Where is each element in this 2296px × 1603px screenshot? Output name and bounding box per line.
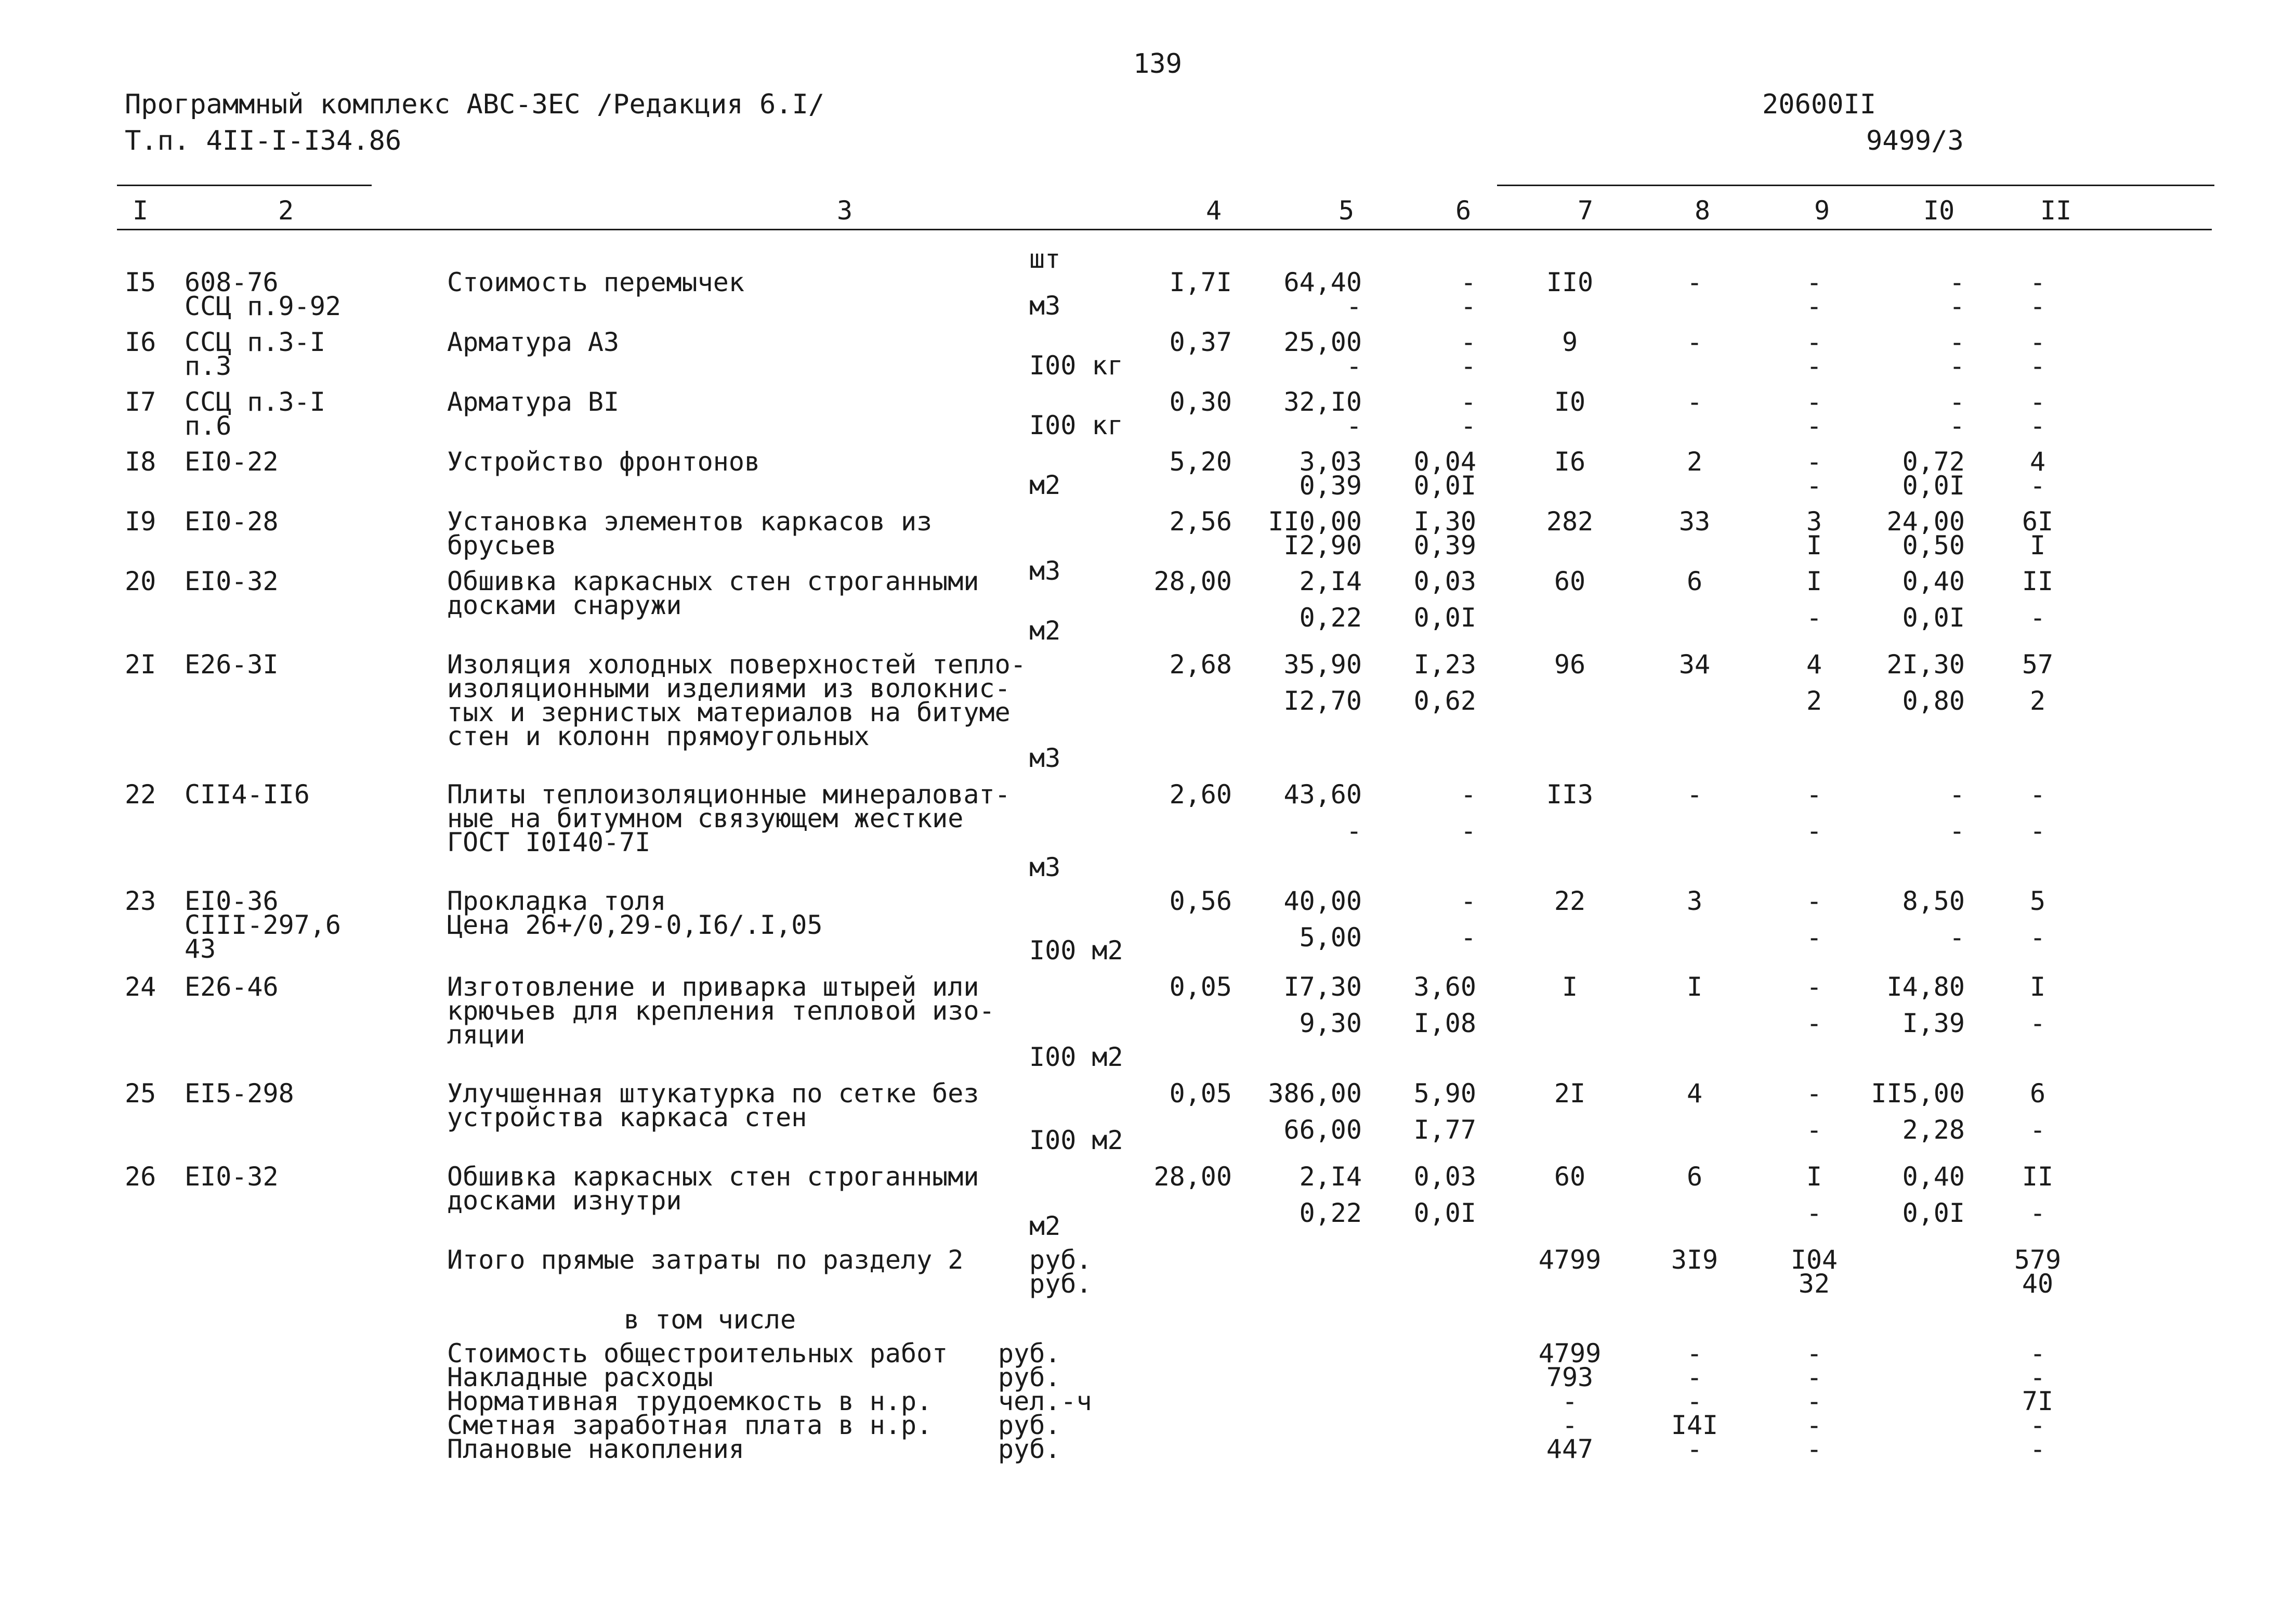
cell-col5: I7,30 [1283, 972, 1362, 1002]
row-name: Изоляция холодных поверхностей тепло- [447, 649, 1026, 680]
row-unit: м3 [1029, 852, 1061, 882]
cell-col6: 0,39 [1413, 530, 1476, 561]
cell-col11: - [2029, 387, 2046, 417]
row-name: ГОСТ I0I40-7I [447, 827, 651, 857]
breakdown-col11: - [2029, 1362, 2046, 1392]
row-unit: шт [1029, 244, 1061, 274]
row-code: ЕI5-298 [185, 1078, 294, 1109]
cell-col9: I [1806, 1162, 1822, 1192]
column-number: I0 [1923, 196, 1955, 226]
cell-col11: II [2022, 566, 2054, 596]
cell-col10: - [1949, 327, 1965, 357]
cell-col10: 8,50 [1902, 886, 1965, 916]
breakdown-col7: - [1562, 1386, 1578, 1416]
cell-col9: I [1806, 566, 1822, 596]
cell-col7: 282 [1546, 506, 1594, 537]
breakdown-label: Нормативная трудоемкость в н.р. [447, 1386, 933, 1416]
cell-col6: I,08 [1413, 1008, 1476, 1038]
cell-col7: I6 [1554, 447, 1586, 477]
column-number: 5 [1339, 196, 1355, 226]
breakdown-col8: - [1686, 1434, 1703, 1464]
cell-col6: - [1460, 327, 1476, 357]
cell-col10: 0,50 [1902, 530, 1965, 561]
breakdown-label: Стоимость общестроительных работ [447, 1338, 948, 1369]
cell-col7: 96 [1554, 649, 1586, 680]
breakdown-col9: - [1806, 1362, 1822, 1392]
cell-col7: 2I [1554, 1078, 1586, 1109]
document-code: 20600II [1762, 89, 1877, 120]
row-name: Устройство фронтонов [447, 447, 760, 477]
cell-col4: 5,20 [1169, 447, 1232, 477]
cell-col9: - [1806, 411, 1822, 441]
row-code: Е26-46 [185, 972, 279, 1002]
row-name: досками снаружи [447, 590, 682, 620]
total-col11: 40 [2022, 1269, 2054, 1299]
cell-col7: 22 [1554, 886, 1586, 916]
cell-col10: II5,00 [1871, 1078, 1965, 1109]
cell-col9: I [1806, 530, 1822, 561]
cell-col8: - [1686, 267, 1703, 297]
cell-col6: - [1460, 886, 1476, 916]
cell-col5: 2,I4 [1299, 566, 1362, 596]
cell-col5: 2,I4 [1299, 1162, 1362, 1192]
cell-col10: 0,72 [1902, 447, 1965, 477]
row-unit: м2 [1029, 1211, 1061, 1241]
cell-col11: - [2029, 267, 2046, 297]
cell-col10: 24,00 [1886, 506, 1965, 537]
cell-col6: - [1460, 387, 1476, 417]
cell-col9: - [1806, 922, 1822, 953]
cell-col5: 0,39 [1299, 471, 1362, 501]
row-unit: I00 кг [1029, 410, 1123, 440]
cell-col6: I,23 [1413, 649, 1476, 680]
cell-col10: - [1949, 387, 1965, 417]
cell-col10: - [1949, 411, 1965, 441]
cell-col11: 2 [2029, 686, 2046, 716]
row-code: СIII-297,6 [185, 910, 342, 940]
tp-line: Т.п. 4II-I-I34.86 [125, 125, 402, 157]
cell-col5: 9,30 [1299, 1008, 1362, 1038]
cell-col7: II3 [1546, 779, 1594, 810]
cell-col5: - [1346, 816, 1362, 846]
cell-col5: 40,00 [1283, 886, 1362, 916]
breakdown-col9: - [1806, 1434, 1822, 1464]
row-number: I9 [125, 506, 156, 537]
breakdown-col7: - [1562, 1410, 1578, 1440]
row-code: Е26-3I [185, 649, 279, 680]
cell-col6: 3,60 [1413, 972, 1476, 1002]
row-code: ССЦ п.9-92 [185, 291, 342, 321]
row-unit: I00 м2 [1029, 1125, 1123, 1155]
cell-col6: 0,0I [1413, 471, 1476, 501]
cell-col7: I [1562, 972, 1578, 1002]
cell-col10: 0,80 [1902, 686, 1965, 716]
total-col9: I04 [1790, 1245, 1838, 1275]
row-number: 22 [125, 779, 156, 810]
column-number: 4 [1206, 196, 1222, 226]
breakdown-col11: - [2029, 1410, 2046, 1440]
cell-col8: 4 [1686, 1078, 1703, 1109]
row-code: ЕI0-32 [185, 566, 279, 596]
breakdown-unit: руб. [998, 1410, 1061, 1440]
cell-col10: - [1949, 267, 1965, 297]
total-col7: 4799 [1538, 1245, 1602, 1275]
cell-col6: - [1460, 267, 1476, 297]
cell-col6: - [1460, 411, 1476, 441]
cell-col4: 2,60 [1169, 779, 1232, 810]
cell-col11: - [2029, 351, 2046, 381]
cell-col5: 25,00 [1283, 327, 1362, 357]
cell-col5: II0,00 [1268, 506, 1362, 537]
row-name: Установка элементов каркасов из [447, 506, 933, 537]
cell-col11: - [2029, 1115, 2046, 1145]
cell-col11: - [2029, 922, 2046, 953]
row-number: 23 [125, 886, 156, 916]
breakdown-label: Накладные расходы [447, 1362, 713, 1392]
row-code: ССЦ п.3-I [185, 327, 325, 357]
cell-col6: 0,0I [1413, 603, 1476, 633]
cell-col9: - [1806, 267, 1822, 297]
cell-col9: 4 [1806, 649, 1822, 680]
cell-col5: 386,00 [1268, 1078, 1362, 1109]
cell-col11: - [2029, 603, 2046, 633]
cell-col10: I,39 [1902, 1008, 1965, 1038]
breakdown-col8: - [1686, 1362, 1703, 1392]
row-name: устройства каркаса стен [447, 1102, 807, 1132]
total-col8: 3I9 [1671, 1245, 1718, 1275]
cell-col5: 5,00 [1299, 922, 1362, 953]
column-number: 2 [278, 196, 294, 226]
cell-col8: - [1686, 387, 1703, 417]
row-code: 43 [185, 934, 216, 964]
row-unit: м2 [1029, 616, 1061, 646]
row-code: ССЦ п.3-I [185, 387, 325, 417]
breakdown-col11: 7I [2022, 1386, 2054, 1416]
cell-col9: - [1806, 603, 1822, 633]
cell-col8: 6 [1686, 1162, 1703, 1192]
column-header-rule [117, 229, 2212, 230]
breakdown-unit: руб. [998, 1362, 1061, 1392]
row-unit: I00 м2 [1029, 935, 1123, 966]
document-ref: 9499/3 [1866, 125, 1964, 157]
breakdown-col9: - [1806, 1386, 1822, 1416]
column-number: II [2040, 196, 2072, 226]
breakdown-col9: - [1806, 1410, 1822, 1440]
page-number: 139 [1133, 48, 1182, 80]
cell-col10: 0,0I [1902, 1198, 1965, 1228]
row-number: I8 [125, 447, 156, 477]
cell-col6: 5,90 [1413, 1078, 1476, 1109]
cell-col8: 34 [1678, 649, 1711, 680]
breakdown-label: Плановые накопления [447, 1434, 744, 1464]
cell-col11: - [2029, 471, 2046, 501]
total-label: Итого прямые затраты по разделу 2 [447, 1245, 964, 1275]
cell-col10: 0,0I [1902, 603, 1965, 633]
cell-col7: 60 [1554, 1162, 1586, 1192]
cell-col11: - [2029, 816, 2046, 846]
row-name: Цена 26+/0,29-0,I6/.I,05 [447, 910, 823, 940]
cell-col10: - [1949, 816, 1965, 846]
row-unit: м3 [1029, 556, 1061, 586]
row-number: I5 [125, 267, 156, 297]
breakdown-unit: руб. [998, 1338, 1061, 1369]
cell-col9: - [1806, 779, 1822, 810]
cell-col10: 0,0I [1902, 471, 1965, 501]
cell-col9: - [1806, 1008, 1822, 1038]
row-unit: I00 м2 [1029, 1042, 1123, 1072]
cell-col11: 4 [2029, 447, 2046, 477]
cell-col9: - [1806, 816, 1822, 846]
column-number: 6 [1455, 196, 1472, 226]
cell-col7: 9 [1562, 327, 1578, 357]
column-number: I [133, 196, 149, 226]
breakdown-col8: I4I [1671, 1410, 1718, 1440]
breakdown-col7: 447 [1546, 1434, 1594, 1464]
cell-col5: 0,22 [1299, 603, 1362, 633]
cell-col11: - [2029, 779, 2046, 810]
column-number: 9 [1814, 196, 1830, 226]
cell-col4: 2,56 [1169, 506, 1232, 537]
breakdown-col9: - [1806, 1338, 1822, 1369]
cell-col9: - [1806, 1078, 1822, 1109]
row-unit: I00 кг [1029, 350, 1123, 381]
breakdown-col11: - [2029, 1338, 2046, 1369]
cell-col5: 35,90 [1283, 649, 1362, 680]
row-number: I7 [125, 387, 156, 417]
row-name: Прокладка толя [447, 886, 666, 916]
row-unit: м2 [1029, 470, 1061, 500]
cell-col7: 60 [1554, 566, 1586, 596]
header-rule [1497, 185, 2214, 186]
cell-col10: 0,40 [1902, 566, 1965, 596]
row-unit: м3 [1029, 743, 1061, 773]
cell-col6: 0,0I [1413, 1198, 1476, 1228]
cell-col6: 0,03 [1413, 566, 1476, 596]
total-unit: руб. [1029, 1269, 1092, 1299]
row-name: тых и зернистых материалов на битуме [447, 697, 1011, 727]
cell-col6: - [1460, 351, 1476, 381]
cell-col5: - [1346, 291, 1362, 321]
row-code: ЕI0-36 [185, 886, 279, 916]
cell-col10: 2,28 [1902, 1115, 1965, 1145]
cell-col9: - [1806, 327, 1822, 357]
row-name: Арматура ВI [447, 387, 620, 417]
row-name: Плиты теплоизоляционные минераловат- [447, 779, 1011, 810]
row-code: ЕI0-22 [185, 447, 279, 477]
cell-col11: - [2029, 1008, 2046, 1038]
cell-col6: - [1460, 779, 1476, 810]
total-col9: 32 [1798, 1269, 1830, 1299]
cell-col4: 0,05 [1169, 1078, 1232, 1109]
breakdown-label: Сметная заработная плата в н.р. [447, 1410, 933, 1440]
row-number: 25 [125, 1078, 156, 1109]
cell-col9: - [1806, 1198, 1822, 1228]
row-number: I6 [125, 327, 156, 357]
row-code: п.6 [185, 411, 232, 441]
subtitle: в том числе [624, 1305, 796, 1335]
cell-col10: I4,80 [1886, 972, 1965, 1002]
breakdown-col8: - [1686, 1338, 1703, 1369]
cell-col6: - [1460, 291, 1476, 321]
cell-col11: II [2022, 1162, 2054, 1192]
cell-col7: II0 [1546, 267, 1594, 297]
row-number: 24 [125, 972, 156, 1002]
cell-col4: 0,05 [1169, 972, 1232, 1002]
cell-col9: - [1806, 291, 1822, 321]
cell-col9: - [1806, 972, 1822, 1002]
row-code: ЕI0-28 [185, 506, 279, 537]
cell-col8: 3 [1686, 886, 1703, 916]
cell-col6: I,30 [1413, 506, 1476, 537]
header-rule [117, 185, 372, 186]
cell-col8: - [1686, 779, 1703, 810]
cell-col6: - [1460, 922, 1476, 953]
row-number: 2I [125, 649, 156, 680]
cell-col6: I,77 [1413, 1115, 1476, 1145]
row-name: Стоимость перемычек [447, 267, 744, 297]
cell-col11: - [2029, 1198, 2046, 1228]
breakdown-unit: руб. [998, 1434, 1061, 1464]
cell-col8: 2 [1686, 447, 1703, 477]
breakdown-col8: - [1686, 1386, 1703, 1416]
cell-col4: 0,37 [1169, 327, 1232, 357]
cell-col8: 6 [1686, 566, 1703, 596]
row-name: брусьев [447, 530, 557, 561]
row-number: 26 [125, 1162, 156, 1192]
cell-col5: - [1346, 351, 1362, 381]
row-code: ЕI0-32 [185, 1162, 279, 1192]
cell-col10: - [1949, 922, 1965, 953]
cell-col8: - [1686, 327, 1703, 357]
cell-col6: 0,04 [1413, 447, 1476, 477]
row-name: стен и колонн прямоугольных [447, 721, 870, 751]
column-number: 3 [837, 196, 853, 226]
row-name: ляции [447, 1020, 526, 1050]
row-name: ные на битумном связующем жесткие [447, 803, 964, 833]
cell-col11: I [2029, 530, 2046, 561]
cell-col9: - [1806, 351, 1822, 381]
row-name: крючьев для крепления тепловой изо- [447, 996, 995, 1026]
cell-col7: I0 [1554, 387, 1586, 417]
cell-col9: 3 [1806, 506, 1822, 537]
cell-col11: - [2029, 327, 2046, 357]
cell-col8: I [1686, 972, 1703, 1002]
cell-col11: 6I [2022, 506, 2054, 537]
column-number: 7 [1578, 196, 1594, 226]
cell-col5: 66,00 [1283, 1115, 1362, 1145]
cell-col9: - [1806, 471, 1822, 501]
cell-col11: I [2029, 972, 2046, 1002]
breakdown-unit: чел.-ч [998, 1386, 1092, 1416]
cell-col5: I2,90 [1283, 530, 1362, 561]
row-name: Обшивка каркасных стен строганными [447, 1162, 979, 1192]
cell-col11: - [2029, 291, 2046, 321]
program-line: Программный комплекс АВС-ЗЕС /Редакция 6.I/ [125, 89, 825, 120]
cell-col8: 33 [1678, 506, 1711, 537]
cell-col11: - [2029, 411, 2046, 441]
cell-col5: 32,I0 [1283, 387, 1362, 417]
cell-col10: - [1949, 291, 1965, 321]
row-code: п.3 [185, 351, 232, 381]
row-name: Улучшенная штукатурка по сетке без [447, 1078, 979, 1109]
cell-col5: 64,40 [1283, 267, 1362, 297]
cell-col10: - [1949, 779, 1965, 810]
cell-col6: - [1460, 816, 1476, 846]
cell-col9: - [1806, 447, 1822, 477]
cell-col5: 3,03 [1299, 447, 1362, 477]
cell-col10: 2I,30 [1886, 649, 1965, 680]
cell-col11: 6 [2029, 1078, 2046, 1109]
cell-col5: I2,70 [1283, 686, 1362, 716]
row-name: Изготовление и приварка штырей или [447, 972, 979, 1002]
cell-col4: 0,30 [1169, 387, 1232, 417]
cell-col4: 2,68 [1169, 649, 1232, 680]
cell-col11: 57 [2022, 649, 2054, 680]
row-name: досками изнутри [447, 1185, 682, 1216]
breakdown-col7: 4799 [1538, 1338, 1602, 1369]
cell-col6: 0,03 [1413, 1162, 1476, 1192]
row-name: Арматура А3 [447, 327, 620, 357]
cell-col5: - [1346, 411, 1362, 441]
cell-col5: 43,60 [1283, 779, 1362, 810]
cell-col6: 0,62 [1413, 686, 1476, 716]
cell-col4: I,7I [1169, 267, 1232, 297]
row-code: СII4-II6 [185, 779, 310, 810]
row-name: Обшивка каркасных стен строганными [447, 566, 979, 596]
breakdown-col11: - [2029, 1434, 2046, 1464]
row-name: изоляционными изделиями из волокнис- [447, 673, 1011, 703]
column-number: 8 [1695, 196, 1711, 226]
cell-col10: - [1949, 351, 1965, 381]
total-unit: руб. [1029, 1245, 1092, 1275]
total-col11: 579 [2014, 1245, 2062, 1275]
cell-col4: 28,00 [1153, 1162, 1232, 1192]
row-unit: м3 [1029, 291, 1061, 321]
cell-col9: - [1806, 387, 1822, 417]
cell-col10: 0,40 [1902, 1162, 1965, 1192]
row-number: 20 [125, 566, 156, 596]
cell-col5: 0,22 [1299, 1198, 1362, 1228]
cell-col9: - [1806, 886, 1822, 916]
cell-col4: 28,00 [1153, 566, 1232, 596]
cell-col11: 5 [2029, 886, 2046, 916]
cell-col4: 0,56 [1169, 886, 1232, 916]
cell-col9: - [1806, 1115, 1822, 1145]
cell-col9: 2 [1806, 686, 1822, 716]
breakdown-col7: 793 [1546, 1362, 1594, 1392]
row-code: 608-76 [185, 267, 279, 297]
